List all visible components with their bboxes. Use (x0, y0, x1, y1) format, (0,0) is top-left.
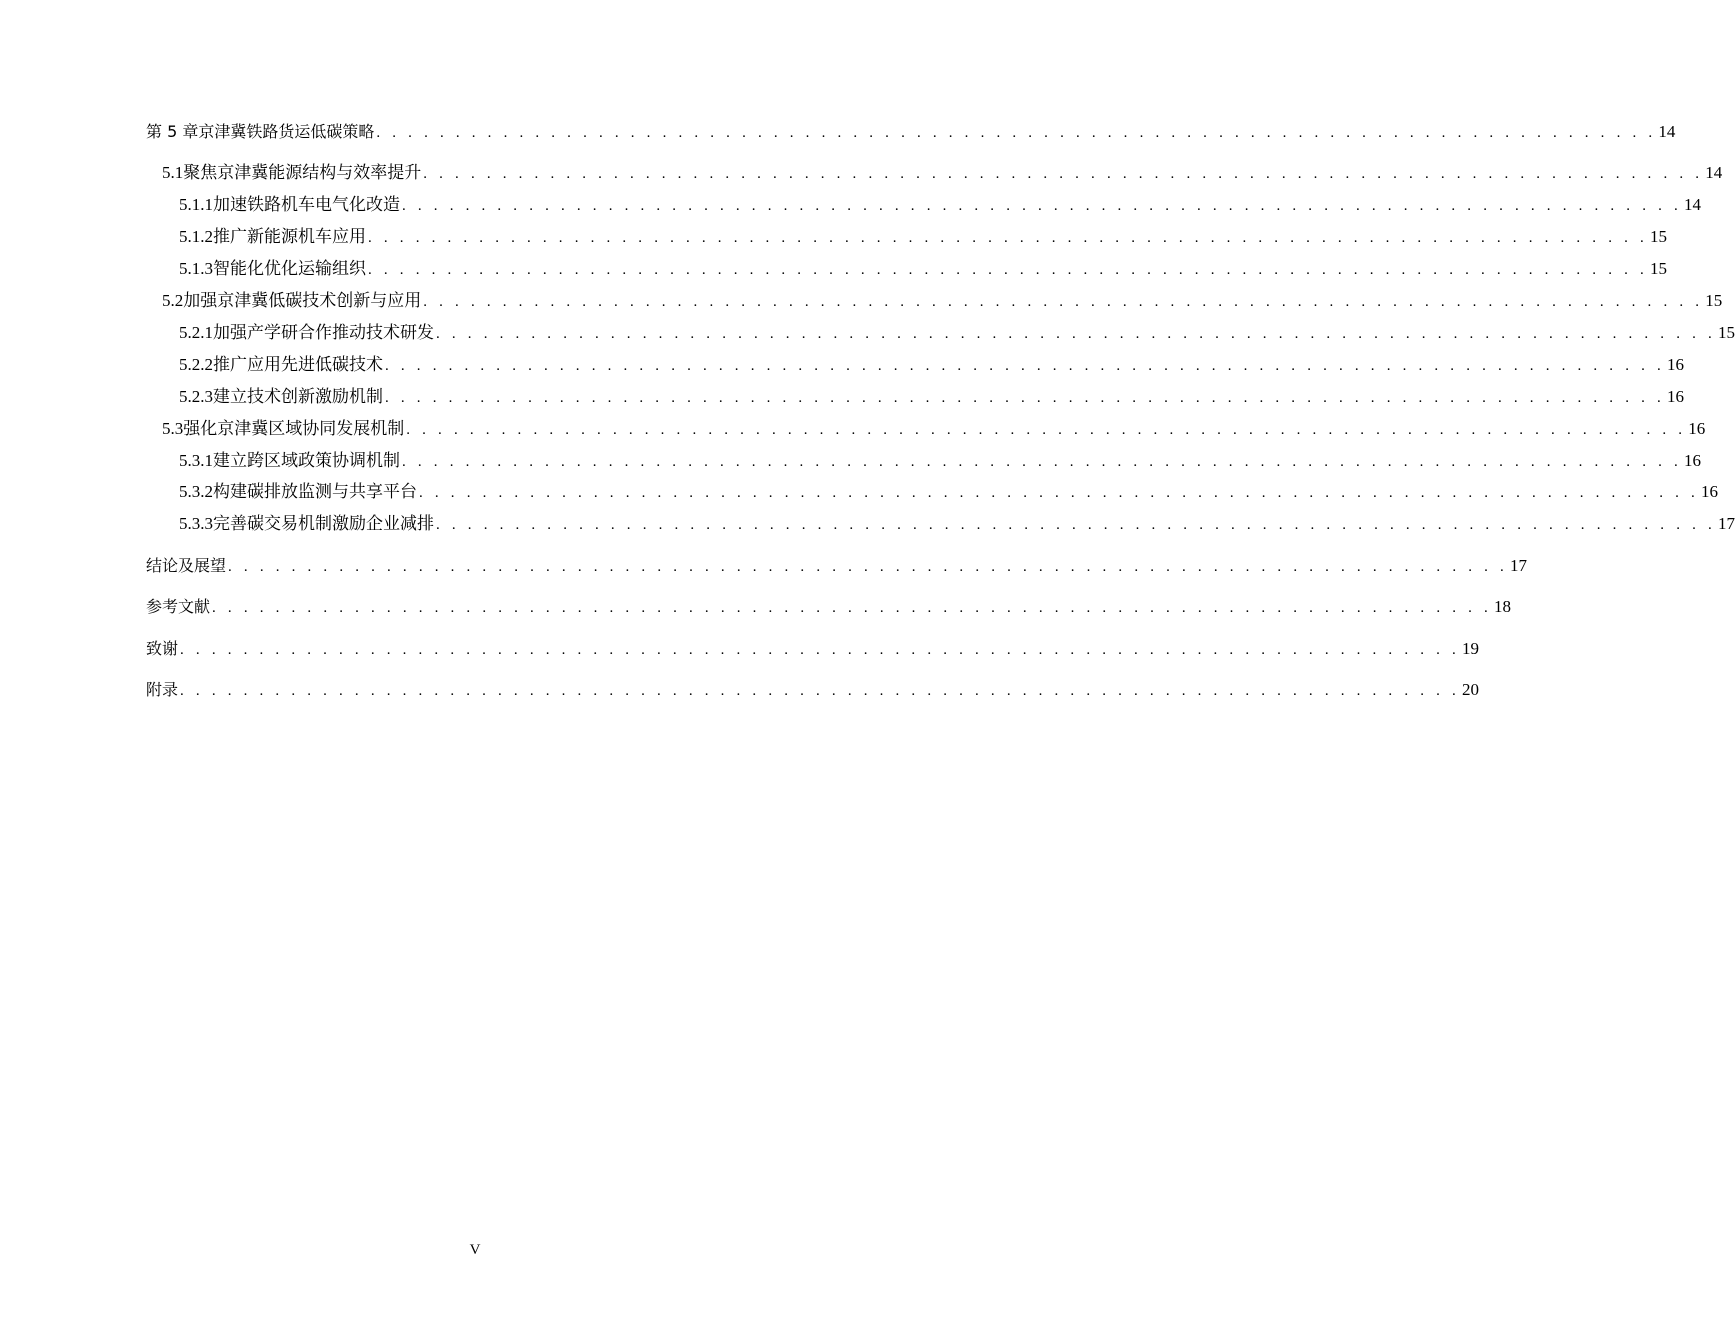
toc-entry-page: 16 (1666, 387, 1684, 406)
toc-entry-page: 16 (1666, 355, 1684, 374)
toc-dot-leader: . . . . . . . . . . . . . . . . . . . . . . . . . . . . . . . . . . . . . . . . . . . . . . . . . . . . . . . . . . . . . . . . . . . . . . . . . . . . . . . . . (228, 559, 1508, 575)
toc-dot-leader: . . . . . . . . . . . . . . . . . . . . . . . . . . . . . . . . . . . . . . . . . . . . . . . . . . . . . . . . . . . . . . . . . . . . . . . . . . . . . . . . . (368, 262, 1648, 278)
toc-entry-number: 5.3.3 (179, 514, 213, 533)
toc-entry-page: 16 (1683, 451, 1701, 470)
toc-entry-5-3[interactable] (162, 418, 1706, 441)
toc-entry-title: 聚焦京津冀能源结构与效率提升 (183, 163, 422, 182)
toc-entry-title: 加速铁路机车电气化改造 (213, 195, 400, 214)
toc-dot-leader: . . . . . . . . . . . . . . . . . . . . . . . . . . . . . . . . . . . . . . . . . . . . . . . . . . . . . . . . . . . . . . . . . . . . . . . . . . . . . . . . . (376, 125, 1657, 141)
toc-dot-leader: . . . . . . . . . . . . . . . . . . . . . . . . . . . . . . . . . . . . . . . . . . . . . . . . . . . . . . . . . . . . . . . . . . . . . . . . . . . . . . . . . (419, 485, 1699, 501)
toc-entry-page: 17 (1509, 556, 1527, 575)
toc-entry-page: 14 (1658, 122, 1676, 141)
toc-entry-5-2-2[interactable] (179, 354, 1684, 377)
toc-entry-title: 致谢 (146, 639, 179, 658)
toc-entry-page: 15 (1649, 227, 1667, 246)
toc-dot-leader: . . . . . . . . . . . . . . . . . . . . . . . . . . . . . . . . . . . . . . . . . . . . . . . . . . . . . . . . . . . . . . . . . . . . . . . . . . . . . . . . . (180, 642, 1460, 658)
toc-dot-leader: . . . . . . . . . . . . . . . . . . . . . . . . . . . . . . . . . . . . . . . . . . . . . . . . . . . . . . . . . . . . . . . . . . . . . . . . . . . . . . . . . (402, 198, 1682, 214)
toc-entry-acknowledgements[interactable] (146, 638, 1479, 661)
toc-dot-leader: . . . . . . . . . . . . . . . . . . . . . . . . . . . . . . . . . . . . . . . . . . . . . . . . . . . . . . . . . . . . . . . . . . . . . . . . . . . . . . . . . (406, 422, 1687, 438)
toc-dot-leader: . . . . . . . . . . . . . . . . . . . . . . . . . . . . . . . . . . . . . . . . . . . . . . . . . . . . . . . . . . . . . . . . . . . . . . . . . . . . . . . . . (368, 230, 1648, 246)
toc-entry-page: 17 (1717, 514, 1735, 533)
toc-entry-number: 5.2.1 (179, 323, 213, 342)
toc-entry-title: 建立技术创新激励机制 (213, 387, 383, 406)
toc-entry-number: 5.1.3 (179, 259, 213, 278)
toc-dot-leader: . . . . . . . . . . . . . . . . . . . . . . . . . . . . . . . . . . . . . . . . . . . . . . . . . . . . . . . . . . . . . . . . . . . . . . . . . . . . . . . . . (212, 600, 1492, 616)
toc-entry-title: 京津冀铁路货运低碳策略 (198, 122, 375, 141)
toc-entry-title: 附录 (146, 680, 179, 699)
toc-entry-page: 16 (1688, 419, 1706, 438)
toc-entry-number: 5.3.1 (179, 451, 213, 470)
toc-dot-leader: . . . . . . . . . . . . . . . . . . . . . . . . . . . . . . . . . . . . . . . . . . . . . . . . . . . . . . . . . . . . . . . . . . . . . . . . . . . . . . . . . (402, 454, 1682, 470)
toc-entry-references[interactable] (146, 596, 1511, 619)
toc-entry-number: 5.2 (162, 291, 184, 310)
toc-dot-leader: . . . . . . . . . . . . . . . . . . . . . . . . . . . . . . . . . . . . . . . . . . . . . . . . . . . . . . . . . . . . . . . . . . . . . . . . . . . . . . . . . (436, 517, 1716, 533)
toc-dot-leader: . . . . . . . . . . . . . . . . . . . . . . . . . . . . . . . . . . . . . . . . . . . . . . . . . . . . . . . . . . . . . . . . . . . . . . . . . . . . . . . . . (436, 326, 1716, 342)
toc-dot-leader: . . . . . . . . . . . . . . . . . . . . . . . . . . . . . . . . . . . . . . . . . . . . . . . . . . . . . . . . . . . . . . . . . . . . . . . . . . . . . . . . . (423, 294, 1704, 310)
toc-dot-leader: . . . . . . . . . . . . . . . . . . . . . . . . . . . . . . . . . . . . . . . . . . . . . . . . . . . . . . . . . . . . . . . . . . . . . . . . . . . . . . . . . (385, 390, 1665, 406)
toc-entry-number: 5.3.2 (179, 482, 213, 501)
page-footer (0, 1242, 950, 1259)
toc-entry-number: 5.3 (162, 419, 184, 438)
toc-entry-title: 推广新能源机车应用 (213, 227, 366, 246)
toc-entry-number: 5.1.1 (179, 195, 213, 214)
toc-entry-title: 结论及展望 (146, 556, 227, 575)
toc-entry-conclusion[interactable] (146, 555, 1527, 578)
toc-entry-number: 5.1.2 (179, 227, 213, 246)
toc-entry-title: 参考文献 (146, 597, 211, 616)
toc-entry-page: 19 (1461, 639, 1479, 658)
toc-entry-title: 加强京津冀低碳技术创新与应用 (183, 291, 422, 310)
toc-dot-leader: . . . . . . . . . . . . . . . . . . . . . . . . . . . . . . . . . . . . . . . . . . . . . . . . . . . . . . . . . . . . . . . . . . . . . . . . . . . . . . . . . (423, 166, 1704, 182)
toc-entry-5-1-1[interactable] (179, 194, 1701, 217)
toc-entry-title: 建立跨区域政策协调机制 (213, 451, 400, 470)
toc-entry-title: 强化京津冀区域协同发展机制 (183, 419, 405, 438)
toc-entry-5-1[interactable] (162, 162, 1723, 185)
toc-entry-number: 5.2.2 (179, 355, 213, 374)
toc-entry-5-1-3[interactable] (179, 258, 1667, 281)
toc-entry-chapter-5[interactable] (146, 121, 1676, 144)
toc-entry-5-2-1[interactable] (179, 322, 1735, 345)
toc-entry-number: 5.1 (162, 163, 184, 182)
toc-entry-5-2[interactable] (162, 290, 1723, 313)
toc-entry-title: 构建碳排放监测与共享平台 (213, 482, 417, 501)
toc-entry-5-2-3[interactable] (179, 386, 1684, 409)
toc-dot-leader: . . . . . . . . . . . . . . . . . . . . . . . . . . . . . . . . . . . . . . . . . . . . . . . . . . . . . . . . . . . . . . . . . . . . . . . . . . . . . . . . . (385, 358, 1665, 374)
toc-entry-title: 加强产学研合作推动技术研发 (213, 323, 434, 342)
toc-entry-page: 20 (1461, 680, 1479, 699)
toc-entry-page: 14 (1683, 195, 1701, 214)
toc-dot-leader: . . . . . . . . . . . . . . . . . . . . . . . . . . . . . . . . . . . . . . . . . . . . . . . . . . . . . . . . . . . . . . . . . . . . . . . . . . . . . . . . . (180, 683, 1460, 699)
toc-entry-number: 第 5 章 (146, 122, 199, 141)
toc-entry-title: 完善碳交易机制激励企业减排 (213, 514, 434, 533)
toc-entry-number: 5.2.3 (179, 387, 213, 406)
page-number: V (469, 1242, 481, 1258)
toc-entry-page: 15 (1705, 291, 1723, 310)
toc-entry-page: 14 (1705, 163, 1723, 182)
toc-entry-appendix[interactable] (146, 679, 1479, 702)
toc-entry-5-3-3[interactable] (179, 513, 1735, 536)
toc-entry-5-3-1[interactable] (179, 450, 1701, 473)
toc-entry-page: 15 (1717, 323, 1735, 342)
toc-entry-page: 15 (1649, 259, 1667, 278)
toc-entry-page: 18 (1493, 597, 1511, 616)
toc-entry-title: 智能化优化运输组织 (213, 259, 366, 278)
toc-entry-title: 推广应用先进低碳技术 (213, 355, 383, 374)
toc-entry-5-1-2[interactable] (179, 226, 1667, 249)
toc-entry-5-3-2[interactable] (179, 481, 1718, 504)
toc-entry-page: 16 (1700, 482, 1718, 501)
